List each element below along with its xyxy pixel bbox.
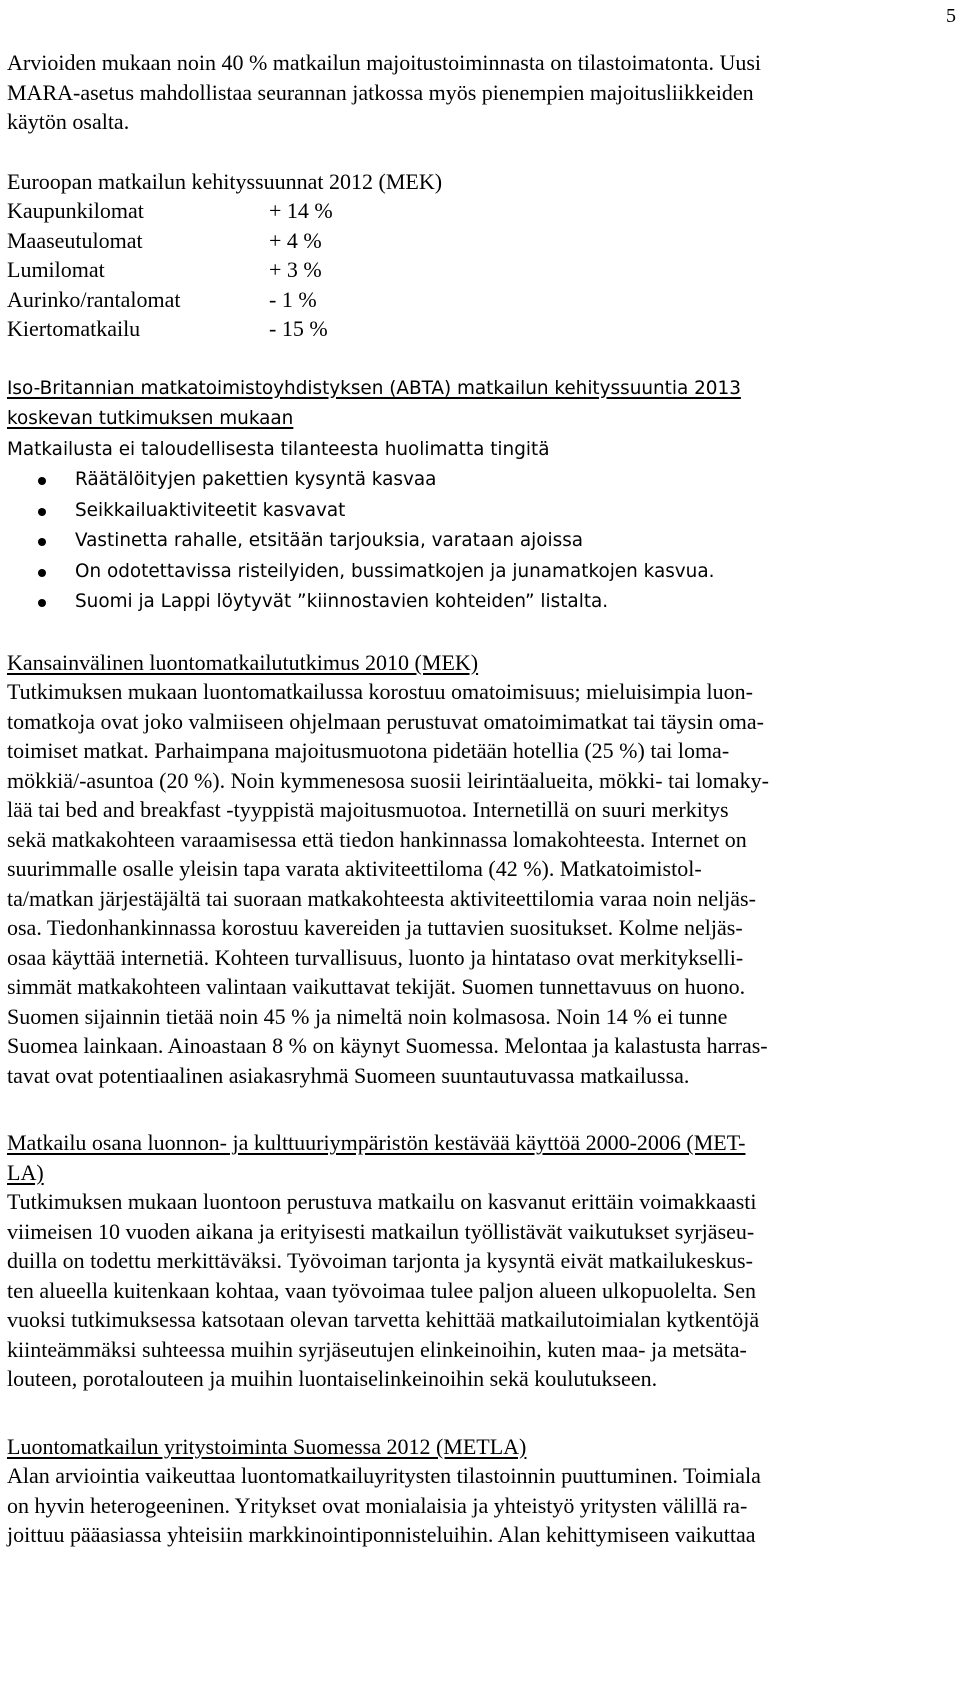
section-intro: Matkailusta ei taloudellisesta tilanteesta huolimatta tingitä [7,438,550,460]
text-line: tomatkoja ovat joko valmiiseen ohjelmaan perustuvat omatoimimatkat tai täysin oma- [7,708,764,734]
bullet-icon [38,508,46,516]
text-line: lää tai bed and breakfast -tyyppistä majoitusmuotoa. Internetillä on suuri merkitys [7,797,729,822]
bullet-icon [38,599,46,607]
text-line: ta/matkan järjestäjältä tai suoraan matkakohteesta aktiviteettilomia varaa noin neljäs- [7,885,756,911]
text-line: kiinteämmäksi suhteessa muihin syrjäseutujen elinkeinoihin, kuten maa- ja metsäta- [7,1336,747,1362]
stat-label: Kiertomatkailu [7,316,141,341]
section-heading [7,1432,947,1462]
intro-paragraph [7,48,947,137]
text-line: duilla on todettu merkittäväksi. Työvoiman tarjonta ja kysyntä eivät matkailukeskus- [7,1248,753,1273]
bullet-icon [38,569,46,577]
list-item [7,465,947,496]
text-line: Suomen sijainnin tietää noin 45 % ja nimeltä noin kolmasosa. Noin 14 % ei tunne [7,1003,728,1029]
section-heading [7,1128,947,1158]
stat-label: Kaupunkilomat [7,198,144,223]
text-line: Suomea lainkaan. Ainoastaan 8 % on käynyt Suomessa. Melontaa ja kalastusta harras- [7,1033,768,1058]
metla-2006-section [7,1128,947,1394]
text-line: tavat ovat potentiaalinen asiakasryhmä Suomeen suuntautuvassa matkailussa. [7,1062,690,1088]
text-line: ten alueella kuitenkaan kohtaa, vaan työvoimaa tulee paljon alueen ulkopuolelta. Sen [7,1277,756,1303]
section-heading [7,648,947,678]
section-heading [7,1158,947,1188]
text-line: simmät matkakohteen valintaan vaikuttavat tekijät. Suomen tunnettavuus on huono. [7,974,746,999]
stat-value: + 14 % [269,198,333,223]
luontomatkailu-2010-section [7,648,947,1091]
mek-2012-trends [7,167,947,344]
text-line: louteen, porotalouteen ja muihin luontaiselinkeinoihin sekä koulutukseen. [7,1366,658,1391]
section-title: Euroopan matkailun kehityssuunnat 2012 (MEK) [7,168,443,194]
metla-2012-section [7,1432,947,1550]
stat-row [7,255,947,285]
list-item [7,557,947,588]
text-line: Alan arviointia vaikeuttaa luontomatkailuyritysten tilastoinnin puuttuminen. Toimiala [7,1463,761,1488]
bullet-list [7,465,947,618]
text-line: MARA-asetus mahdollistaa seurannan jatkossa myös pienempien majoitusliikkeiden [7,79,754,105]
bullet-icon [38,538,46,546]
text-line: sekä matkakohteen varaamisessa että tiedon hankinnassa lomakohteesta. Internet on [7,826,747,852]
stat-value: + 4 % [269,227,322,253]
page-number: 5 [946,5,956,27]
section-heading-text: Matkailu osana luonnon- ja kulttuuriympäristön kestävää käyttöä 2000-2006 (MET- [7,1130,746,1155]
text-line: mökkiä/-asuntoa (20 %). Noin kymmenesosa suosii leirintäalueita, mökki- tai lomaky- [7,767,769,793]
text-line: Tutkimuksen mukaan luontoon perustuva matkailu on kasvanut erittäin voimakkaasti [7,1189,757,1214]
stat-value: - 15 % [269,316,328,341]
stat-label: Lumilomat [7,257,105,282]
section-heading [7,404,947,435]
stat-label: Maaseutulomat [7,227,143,253]
text-line: on hyvin heterogeeninen. Yritykset ovat monialaisia ja yhteistyö yritysten välillä ra- [7,1492,748,1518]
abta-section [7,374,947,618]
text-line: Tutkimuksen mukaan luontomatkailussa korostuu omatoimisuus; mieluisimpia luon- [7,679,753,704]
stat-row [7,226,947,256]
stat-value: - 1 % [269,286,317,312]
list-item [7,496,947,527]
stat-label: Aurinko/rantalomat [7,286,181,312]
stat-row [7,314,947,344]
stat-row [7,285,947,315]
bullet-icon [38,477,46,485]
text-line: osa. Tiedonhankinnassa korostuu kavereiden ja tuttavien suositukset. Kolme neljäs- [7,915,743,940]
section-heading-line: koskevan tutkimuksen mukaan [7,408,294,429]
list-item-text: Räätälöityjen pakettien kysyntä kasvaa [75,469,437,490]
stat-value: + 3 % [269,257,322,282]
text-line: käytön osalta. [7,109,130,134]
text-line: Arvioiden mukaan noin 40 % matkailun majoitustoiminnasta on tilastoimatonta. Uusi [7,50,762,75]
section-heading-text: LA) [7,1159,44,1185]
list-item-text: On odotettavissa risteilyiden, bussimatkojen ja junamatkojen kasvua. [75,560,715,582]
list-item-text: Suomi ja Lappi löytyvät ”kiinnostavien kohteiden” listalta. [75,591,609,612]
document-body [7,48,947,1550]
text-line: toimiset matkat. Parhaimpana majoitusmuotona pidetään hotellia (25 %) tai loma- [7,738,730,763]
text-line: joittuu pääasiassa yhteisiin markkinointiponnisteluihin. Alan kehittymiseen vaikuttaa [7,1522,756,1547]
section-heading: Iso-Britannian matkatoimistoyhdistyksen (ABTA) matkailun kehityssuuntia 2013 [7,377,741,399]
text-line: viimeisen 10 vuoden aikana ja erityisesti matkailun työllistävät vaikutukset syrjäseu- [7,1218,755,1244]
list-item [7,587,947,618]
text-line: suurimmalle osalle yleisin tapa varata aktiviteettiloma (42 %). Matkatoimistol- [7,856,702,881]
section-heading-text: Luontomatkailun yritystoiminta Suomessa 2012 (METLA) [7,1433,527,1459]
text-line: vuoksi tutkimuksessa katsotaan olevan tarvetta kehittää matkailutoimialan kytkentöjä [7,1307,760,1332]
section-heading-text: Kansainvälinen luontomatkailututkimus 2010 (MEK) [7,649,479,675]
stat-row [7,196,947,226]
list-item-text: Vastinetta rahalle, etsitään tarjouksia, varataan ajoissa [75,530,584,551]
list-item-text: Seikkailuaktiviteetit kasvavat [75,499,346,521]
text-line: osaa käyttää internetiä. Kohteen turvallisuus, luonto ja hintataso ovat merkitykselli- [7,944,744,970]
list-item [7,526,947,557]
